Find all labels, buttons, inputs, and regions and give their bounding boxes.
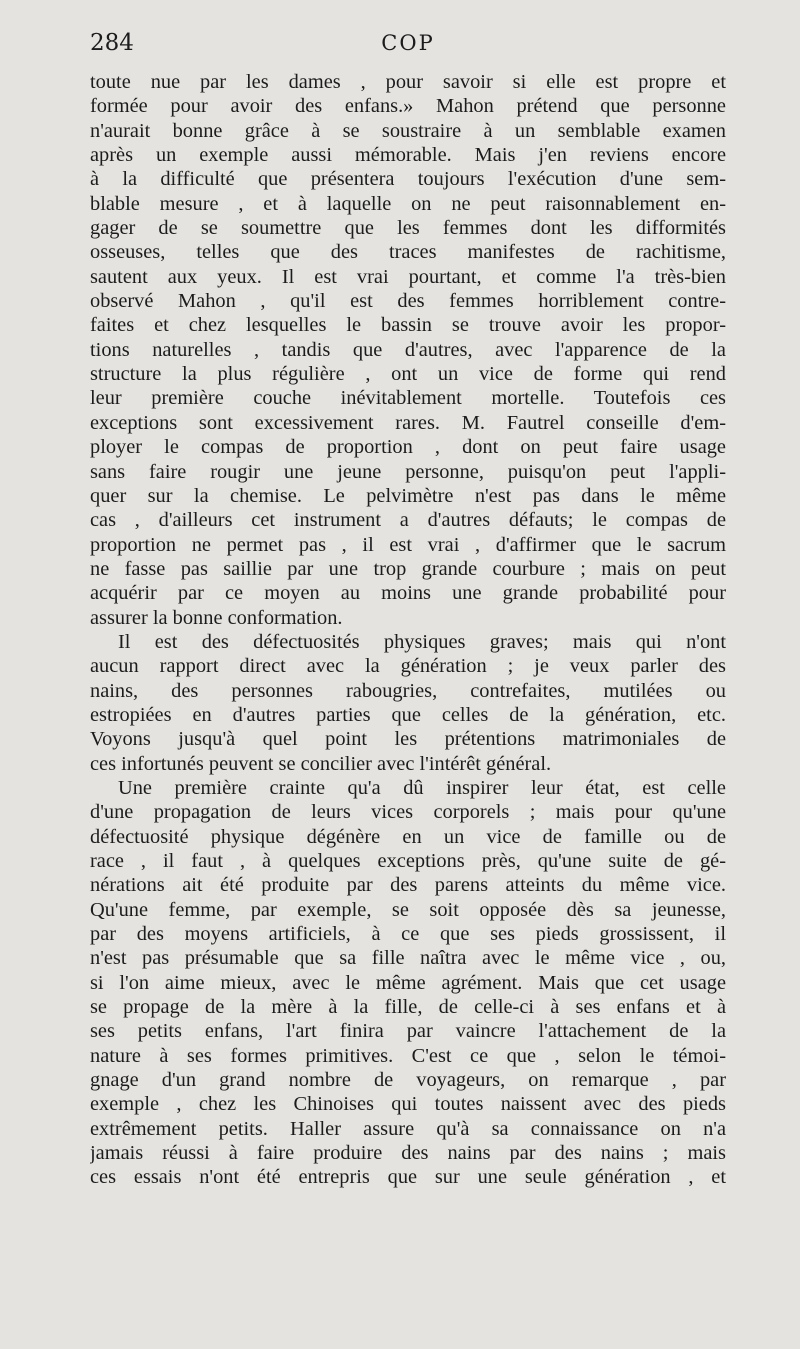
text-line: n'est pas présumable que sa fille naîtra avec le même vice , ou, (90, 947, 726, 970)
text-line: cas , d'ailleurs cet instrument a d'autres défauts; le compas de (90, 509, 726, 532)
text-line: proportion ne permet pas , il est vrai , d'affirmer que le sacrum (90, 533, 726, 556)
text-line: ces essais n'ont été entrepris que sur une seule génération , et (90, 1166, 726, 1189)
running-head: COP (381, 31, 435, 55)
text-line: assurer la bonne conformation. (90, 606, 343, 629)
text-line: blable mesure , et à laquelle on ne peut raisonnablement en- (90, 192, 726, 215)
text-line: exemple , chez les Chinoises qui toutes naissent avec des pieds (90, 1093, 726, 1116)
body-text (90, 70, 726, 1190)
text-line: extrêmement petits. Haller assure qu'à sa connaissance on n'a (90, 1117, 726, 1140)
text-line: nains, des personnes rabougries, contrefaites, mutilées ou (90, 679, 726, 702)
text-line: à la difficulté que présentera toujours l'exécution d'une sem- (90, 168, 726, 191)
text-line: défectuosité physique dégénère en un vice de famille ou de (90, 825, 726, 848)
text-line: Une première crainte qu'a dû inspirer leur état, est celle (118, 776, 726, 799)
text-line: ne fasse pas saillie par une trop grande courbure ; mais on peut (90, 557, 726, 580)
text-line: formée pour avoir des enfans.» Mahon prétend que personne (90, 95, 726, 118)
text-line: osseuses, telles que des traces manifestes de rachitisme, (90, 241, 726, 264)
text-line: race , il faut , à quelques exceptions près, qu'une suite de gé- (90, 850, 726, 872)
text-line: gager de se soumettre que les femmes dont les difformités (90, 217, 726, 240)
text-line: ployer le compas de proportion , dont on peut faire usage (90, 436, 726, 459)
text-line: observé Mahon , qu'il est des femmes horriblement contre- (90, 290, 726, 313)
text-line: ses petits enfans, l'art finira par vaincre l'attachement de la (90, 1020, 726, 1043)
text-line: leur première couche inévitablement mortelle. Toutefois ces (90, 387, 726, 410)
text-line: n'aurait bonne grâce à se soustraire à un semblable examen (90, 119, 726, 142)
text-line: structure la plus régulière , ont un vice de forme qui rend (90, 363, 726, 386)
text-line: acquérir par ce moyen au moins une grande probabilité pour (90, 582, 726, 605)
text-line: nature à ses formes primitives. C'est ce que , selon le témoi- (90, 1044, 726, 1067)
text-line: si l'on aime mieux, avec le même agrément. Mais que cet usage (90, 971, 726, 994)
text-line: gnage d'un grand nombre de voyageurs, on remarque , par (90, 1069, 726, 1092)
text-line: Voyons jusqu'à quel point les prétentions matrimoniales de (90, 728, 726, 751)
text-line: quer sur la chemise. Le pelvimètre n'est pas dans le même (90, 484, 726, 507)
text-line: Il est des défectuosités physiques graves; mais qui n'ont (118, 630, 726, 653)
text-line: nérations ait été produite par des parens atteints du même vice. (90, 874, 726, 897)
text-line: ces infortunés peuvent se concilier avec l'intérêt général. (90, 752, 552, 775)
page-number: 284 (90, 30, 134, 56)
text-line: exceptions sont excessivement rares. M. Fautrel conseille d'em- (90, 411, 726, 434)
text-line: toute nue par les dames , pour savoir si elle est propre et (90, 71, 726, 93)
text-line: estropiées en d'autres parties que celles de la génération, etc. (90, 703, 726, 726)
text-line: par des moyens artificiels, à ce que ses pieds grossissent, il (90, 923, 726, 946)
text-line: après un exemple aussi mémorable. Mais j'en reviens encore (90, 144, 726, 167)
text-line: tions naturelles , tandis que d'autres, avec l'apparence de la (90, 338, 726, 361)
text-line: sans faire rougir une jeune personne, puisqu'on peut l'appli- (90, 460, 726, 483)
page-header (90, 30, 726, 70)
text-line: se propage de la mère à la fille, de celle-ci à ses enfans et à (90, 996, 726, 1019)
text-line: aucun rapport direct avec la génération ; je veux parler des (90, 655, 726, 678)
text-line: d'une propagation de leurs vices corporels ; mais pour qu'une (90, 801, 726, 824)
text-line: faites et chez lesquelles le bassin se trouve avoir les propor- (90, 314, 726, 337)
text-line: Qu'une femme, par exemple, se soit opposée dès sa jeunesse, (90, 898, 726, 921)
text-line: jamais réussi à faire produire des nains par des nains ; mais (90, 1142, 726, 1165)
text-line: sautent aux yeux. Il est vrai pourtant, et comme l'a très-bien (90, 265, 726, 288)
